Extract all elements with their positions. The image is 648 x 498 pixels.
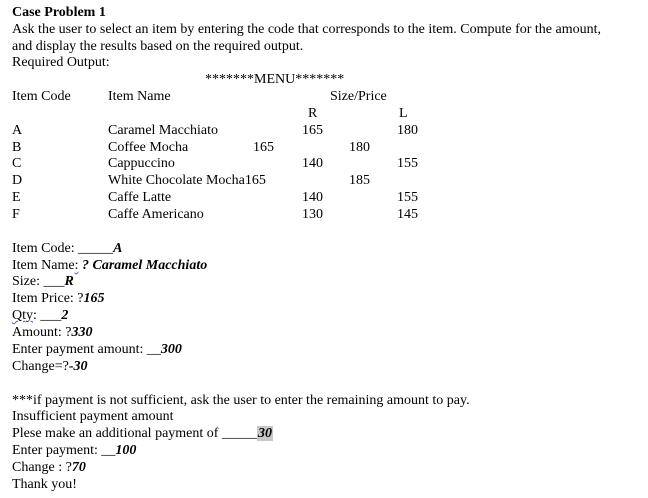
output-item-code-label: Item Code: _____ xyxy=(12,241,114,256)
output-qty-label: Qty xyxy=(12,308,33,323)
item-price-l: 155 xyxy=(397,190,418,205)
item-name: Cappuccino xyxy=(108,156,175,171)
item-code: B xyxy=(12,140,22,155)
item-price-l: 145 xyxy=(397,207,418,222)
note-payment-value: 100 xyxy=(115,443,137,458)
output-qty xyxy=(12,308,68,325)
note-change-label: Change : ? xyxy=(12,460,72,475)
note-change-value: 70 xyxy=(71,460,86,475)
item-price-l: 155 xyxy=(397,156,418,171)
menu-title: *******MENU******* xyxy=(205,72,345,87)
output-price-label: Item Price: ? xyxy=(12,291,84,306)
item-price-m: 180 xyxy=(349,140,370,155)
description-line-2: and display the results based on the required output. xyxy=(12,39,304,54)
item-price-l: 180 xyxy=(397,123,418,138)
note-payment-label: Enter payment: __ xyxy=(12,443,116,458)
required-output-label: Required Output: xyxy=(12,55,110,70)
output-qty-sep: : ___ xyxy=(33,308,62,323)
output-item-name-label: Item Name xyxy=(12,258,75,273)
additional-payment-label: Plese make an additional payment of _____ xyxy=(12,426,257,441)
output-change-label: Change=? xyxy=(12,359,69,374)
output-size-value: R xyxy=(64,274,74,289)
item-name: Caramel Macchiato xyxy=(108,123,219,138)
item-price-inline: 165 xyxy=(244,173,266,188)
output-size-label: Size: ___ xyxy=(12,274,65,289)
output-qty-value: 2 xyxy=(61,308,69,323)
item-name-text: White Chocolate Mocha xyxy=(108,173,245,188)
item-price-r: 140 xyxy=(302,156,323,171)
output-amount-label: Amount: ? xyxy=(12,325,72,340)
item-price-r: 165 xyxy=(302,123,323,138)
additional-payment-value: 30 xyxy=(257,426,272,441)
output-payment-value: 300 xyxy=(160,342,182,357)
item-price-r: 140 xyxy=(302,190,323,205)
item-code: F xyxy=(12,207,20,222)
item-name: Caffe Americano xyxy=(108,207,204,222)
thank-you: Thank you! xyxy=(12,477,77,492)
insufficient-message: Insufficient payment amount xyxy=(12,409,174,424)
note-change xyxy=(12,460,86,477)
item-price-m: 185 xyxy=(349,173,370,188)
item-code: E xyxy=(12,190,21,205)
output-size xyxy=(12,274,74,291)
output-amount-value: 330 xyxy=(71,325,93,340)
document-title: Case Problem 1 xyxy=(12,5,106,20)
output-item-name-prefix: ? xyxy=(78,258,93,273)
item-name xyxy=(108,173,266,190)
item-name: Caffe Latte xyxy=(108,190,172,205)
output-price-value: 165 xyxy=(83,291,105,306)
additional-payment xyxy=(12,426,273,443)
description-line-1: Ask the user to select an item by entering the code that corresponds to the item. Compute for the amount, xyxy=(12,22,602,37)
output-change-value: -30 xyxy=(68,359,88,374)
item-price-r: 130 xyxy=(302,207,323,222)
insufficient-note: ***if payment is not sufficient, ask the user to enter the remaining amount to pay. xyxy=(12,393,470,408)
header-size-price: Size/Price xyxy=(330,89,387,104)
item-code: A xyxy=(12,123,23,138)
header-size-r: R xyxy=(308,106,318,121)
note-payment xyxy=(12,443,136,460)
item-price-inline: 165 xyxy=(253,140,274,155)
header-item-name: Item Name xyxy=(108,89,171,104)
output-price xyxy=(12,291,105,308)
output-payment-label: Enter payment amount: __ xyxy=(12,342,161,357)
output-amount xyxy=(12,325,93,342)
output-item-name xyxy=(12,258,207,275)
item-name: Coffee Mocha xyxy=(108,140,189,155)
output-item-code-value: A xyxy=(113,241,123,256)
output-payment xyxy=(12,342,182,359)
header-size-l: L xyxy=(399,106,408,121)
item-code: C xyxy=(12,156,22,171)
output-item-name-value: Caramel Macchiato xyxy=(92,258,208,273)
header-item-code: Item Code xyxy=(12,89,71,104)
output-item-name-colon: : xyxy=(74,258,79,273)
output-item-code xyxy=(12,241,122,258)
item-code: D xyxy=(12,173,23,188)
output-change xyxy=(12,359,88,376)
